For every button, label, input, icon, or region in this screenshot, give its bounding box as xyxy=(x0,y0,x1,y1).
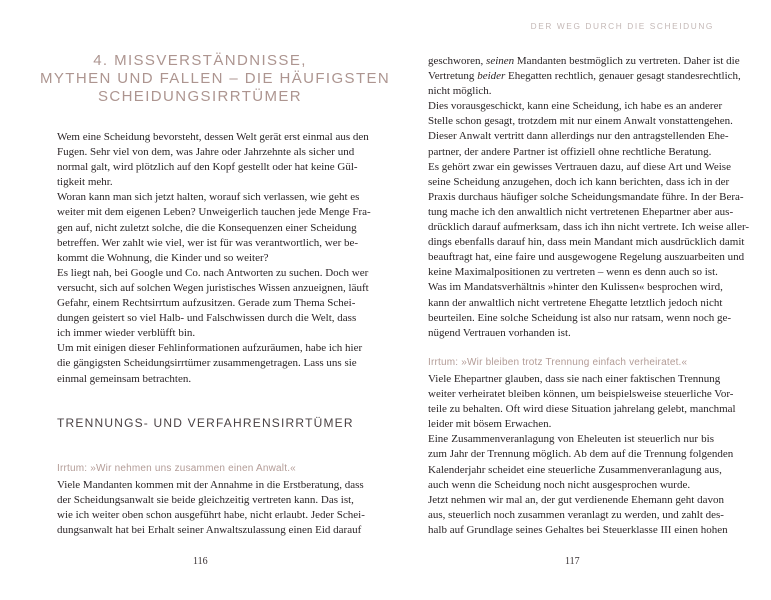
continued-text xyxy=(428,54,750,341)
right-page xyxy=(385,0,771,600)
text-line: nügend Vertrauen vorhanden ist. xyxy=(428,326,571,339)
chapter-title-line: MYTHEN UND FALLEN – DIE HÄUFIGSTEN xyxy=(40,70,391,87)
text-line: Was im Mandatsverhältnis »hinter den Kulissen« besprochen wird, xyxy=(428,281,723,294)
text-line: Fugen. Sehr viel von dem, was Jahre oder Jahrzehnte als sicher und xyxy=(57,146,355,159)
text-line: nicht möglich. xyxy=(428,85,492,98)
text-line: halb auf Grundlage seines Gehaltes bei Steuerklasse III einen hohen xyxy=(428,523,728,536)
text-line: beauftragt hat, eine faire und ausgewogene Regelung auszuarbeiten und xyxy=(428,251,745,264)
irrtum-heading: Irrtum: »Wir nehmen uns zusammen einen Anwalt.« xyxy=(57,463,296,474)
text-line: Praxis durchaus häufiger solche Scheidungsmandate führe. In der Bera- xyxy=(428,190,744,203)
text-run: Vertretung xyxy=(428,70,478,83)
text-line: Jetzt nehmen wir mal an, der gut verdienende Ehemann geht davon xyxy=(428,493,724,506)
text-line: versucht, sich auf solchen Wegen juristisches Wissen anzueignen, läuft xyxy=(57,281,369,294)
text-line xyxy=(428,54,740,69)
text-line: partner, der andere Partner ist offiziell ohne rechtliche Beratung. xyxy=(428,145,712,158)
text-line: Kalenderjahr scheidet eine steuerliche Zusammenveranlagung aus, xyxy=(428,463,722,476)
text-line: Viele Mandanten kommen mit der Annahme in die Erstberatung, dass xyxy=(57,479,364,491)
text-line: die gängigsten Scheidungsirrtümer zusammengetragen. Lass uns sie xyxy=(57,357,357,370)
text-line: dungsanwalt hat bei Erhalt seiner Anwaltszulassung einen Eid darauf xyxy=(57,524,362,537)
text-run: Mandanten bestmöglich zu vertreten. Daher ist die xyxy=(514,55,740,67)
text-line: tung mache ich den anwaltlich nicht vertretenen Ehepartner aber aus- xyxy=(428,205,734,218)
intro-text xyxy=(57,130,371,387)
text-line: Dies vorausgeschickt, kann eine Scheidung, ich habe es an anderer xyxy=(428,100,723,113)
chapter-title-line: SCHEIDUNGSIRRTÜMER xyxy=(97,88,303,105)
irrtum-text xyxy=(428,372,736,538)
text-line: kann der anwaltlich nicht vertretene Ehegatte letztlich jedoch nicht xyxy=(428,296,723,309)
text-line: Um mit einigen dieser Fehlinformationen aufzuräumen, habe ich hier xyxy=(57,342,363,355)
text-line: Es liegt nah, bei Google und Co. nach Antworten zu suchen. Doch wer xyxy=(57,266,369,279)
text-line: aus, steuerlich noch zusammen veranlagt zu werden, und zahlt des- xyxy=(428,508,724,521)
text-line: Dieser Anwalt vertritt dann allerdings nur den antragstellenden Ehe- xyxy=(428,130,729,143)
text-line: leider mit bösem Erwachen. xyxy=(428,418,552,431)
text-line xyxy=(428,69,741,84)
text-line: auch wenn die Scheidung noch nicht ausgesprochen wurde. xyxy=(428,478,691,491)
text-line: kommt die Wohnung, die Kinder und so weiter? xyxy=(57,251,269,264)
text-line: ich immer wieder verblüfft bin. xyxy=(57,327,196,340)
text-line: beurteilen. Eine solche Scheidung ist also nur ratsam, wenn noch ge- xyxy=(428,311,732,324)
text-line: normal galt, wird plötzlich auf den Kopf gestellt oder hat keine Gül- xyxy=(57,161,358,174)
page-number: 116 xyxy=(193,556,208,567)
text-line: seine Scheidung anzugehen, doch ich kann berichten, dass ich in der xyxy=(428,175,730,188)
text-line: Stelle schon gesagt, trotzdem mit nur einem Anwalt vonstattengehen. xyxy=(428,115,733,128)
text-line: Viele Ehepartner glauben, dass sie nach einer faktischen Trennung xyxy=(428,373,721,385)
chapter-title xyxy=(40,52,391,106)
text-line: zum Jahr der Trennung möglich. Ab dem auf die Trennung folgenden xyxy=(428,448,734,461)
text-line: Gefahr, einem Rechtsirrtum aufzusitzen. Gerade zum Thema Schei- xyxy=(57,297,356,310)
section-heading: TRENNUNGS- UND VERFAHRENSIRRTÜMER xyxy=(57,416,354,430)
text-line: Eine Zusammenveranlagung von Eheleuten ist steuerlich nur bis xyxy=(428,433,714,446)
text-line: weiter mit dem eigenen Leben? Unweigerlich tauchen jede Menge Fra- xyxy=(57,206,371,219)
text-line: Wem eine Scheidung bevorsteht, dessen Welt gerät erst einmal aus den xyxy=(57,131,369,143)
irrtum-text xyxy=(57,478,365,538)
emphasis-text: seinen xyxy=(486,55,515,67)
text-line: wie ich weiter oben schon ausgeführt habe, nicht erlaubt. Jeder Schei- xyxy=(57,509,365,522)
text-line: dings ebenfalls darauf hin, dass mein Mandant mich ausdrücklich damit xyxy=(428,236,745,249)
text-line: teile zu behalten. Oft wird diese Situation jahrelang gelebt, manchmal xyxy=(428,403,736,416)
emphasis-text: beider xyxy=(477,70,506,83)
text-line: Es gehört zwar ein gewisses Vertrauen dazu, auf diese Art und Weise xyxy=(428,160,731,173)
page-number: 117 xyxy=(565,556,580,567)
running-head: DER WEG DURCH DIE SCHEIDUNG xyxy=(530,21,714,31)
text-line: betreffen. Wer zahlt wie viel, wer ist für was verantwortlich, wer be- xyxy=(57,236,359,249)
text-run: geschworen, xyxy=(428,55,487,67)
text-line: Woran kann man sich jetzt halten, worauf sich verlassen, wie geht es xyxy=(57,191,360,204)
text-line: der Scheidungsanwalt sie beide gleichzeitig vertreten kann. Das ist, xyxy=(57,494,354,507)
chapter-title-line: 4. MISSVERSTÄNDNISSE, xyxy=(93,52,307,69)
irrtum-heading: Irrtum: »Wir bleiben trotz Trennung einfach verheiratet.« xyxy=(428,357,688,368)
text-line: dungen geistert so viel Halb- und Falschwissen durch die Welt, dass xyxy=(57,312,357,325)
text-line: gen auf, nicht zuletzt solche, die die Konsequenzen einer Scheidung xyxy=(57,221,357,234)
text-line: einmal gemeinsam betrachten. xyxy=(57,372,192,385)
text-run: Ehegatten rechtlich, genauer gesagt standesrechtlich, xyxy=(505,70,741,83)
text-line: keine Maximalpositionen zu vertreten – wenn es denn auch so ist. xyxy=(428,266,718,279)
text-line: drücklich darauf aufmerksam, dass ich ihn nicht vertrete. Ich weise aller- xyxy=(428,221,750,234)
text-line: weiter verheiratet bleiben können, um beispielsweise steuerliche Vor- xyxy=(428,388,734,401)
text-line: tigkeit mehr. xyxy=(57,176,113,189)
